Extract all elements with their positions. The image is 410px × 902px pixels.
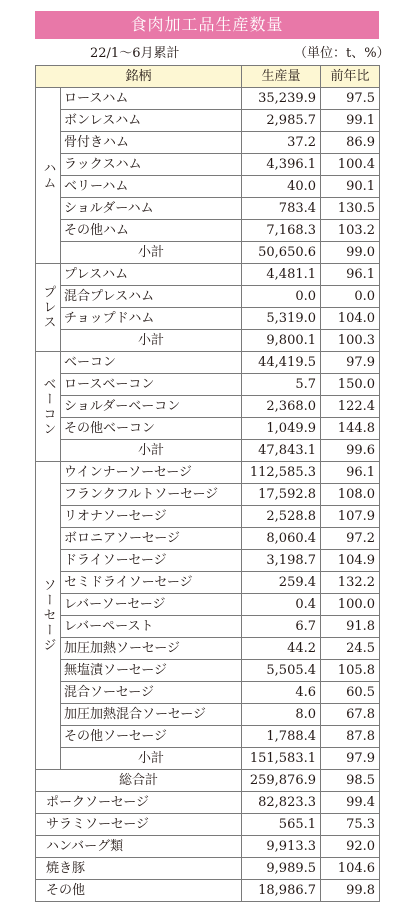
production-value: 565.1 [242, 814, 321, 836]
table-row [36, 616, 380, 638]
table-title: 食肉加工品生産数量 [35, 11, 379, 39]
product-name: ショルダーベーコン [61, 396, 242, 418]
table-row [36, 396, 380, 418]
table-row [36, 352, 380, 374]
production-value: 5,319.0 [242, 308, 321, 330]
production-value: 4,481.1 [242, 264, 321, 286]
product-name: その他ベーコン [61, 418, 242, 440]
table-row [36, 110, 380, 132]
production-value: 1,788.4 [242, 726, 321, 748]
yoy-value: 99.4 [321, 792, 380, 814]
production-value: 5.7 [242, 374, 321, 396]
yoy-value: 104.6 [321, 858, 380, 880]
table-row [36, 484, 380, 506]
product-name: フランクフルトソーセージ [61, 484, 242, 506]
table-row [36, 374, 380, 396]
unit-label: （単位：t、%） [294, 46, 390, 61]
yoy-value: 91.8 [321, 616, 380, 638]
table-row [36, 506, 380, 528]
production-value: 3,198.7 [242, 550, 321, 572]
production-value: 7,168.3 [242, 220, 321, 242]
table-row [36, 264, 380, 286]
product-name: 骨付きハム [61, 132, 242, 154]
product-name: ラックスハム [61, 154, 242, 176]
production-value: 18,986.7 [242, 880, 321, 902]
product-name: 加圧加熱混合ソーセージ [61, 704, 242, 726]
yoy-value: 105.8 [321, 660, 380, 682]
production-value: 6.7 [242, 616, 321, 638]
yoy-value: 92.0 [321, 836, 380, 858]
production-value: 1,049.9 [242, 418, 321, 440]
yoy-value: 100.4 [321, 154, 380, 176]
production-value: 17,592.8 [242, 484, 321, 506]
header-yoy: 前年比 [321, 66, 380, 88]
production-value: 82,823.3 [242, 792, 321, 814]
table-row [36, 418, 380, 440]
table-row [36, 726, 380, 748]
category-label: プレス [36, 264, 61, 352]
subtotal-production: 47,843.1 [242, 440, 321, 462]
grand-total-yoy: 98.5 [321, 770, 380, 792]
yoy-value: 99.8 [321, 880, 380, 902]
subtotal-label: 小計 [61, 330, 242, 352]
subtotal-row [36, 440, 380, 462]
production-value: 4,396.1 [242, 154, 321, 176]
yoy-value: 96.1 [321, 462, 380, 484]
product-name: リオナソーセージ [61, 506, 242, 528]
product-name: その他 [36, 880, 242, 902]
production-value: 2,368.0 [242, 396, 321, 418]
subtotal-label: 小計 [61, 748, 242, 770]
yoy-value: 0.0 [321, 286, 380, 308]
production-value: 0.4 [242, 594, 321, 616]
table-row [36, 308, 380, 330]
product-name: プレスハム [61, 264, 242, 286]
table-row [36, 858, 380, 880]
product-name: 混合プレスハム [61, 286, 242, 308]
header-row [36, 66, 380, 88]
product-name: ポークソーセージ [36, 792, 242, 814]
product-name: セミドライソーセージ [61, 572, 242, 594]
product-name: ロースハム [61, 88, 242, 110]
subtotal-row [36, 330, 380, 352]
table-row [36, 176, 380, 198]
yoy-value: 24.5 [321, 638, 380, 660]
product-name: その他ソーセージ [61, 726, 242, 748]
product-name: ウインナーソーセージ [61, 462, 242, 484]
table-row [36, 638, 380, 660]
yoy-value: 97.5 [321, 88, 380, 110]
production-value: 2,528.8 [242, 506, 321, 528]
production-value: 9,989.5 [242, 858, 321, 880]
production-value: 35,239.9 [242, 88, 321, 110]
yoy-value: 132.2 [321, 572, 380, 594]
period-label: 22/1〜6月累計 [90, 46, 180, 61]
production-value: 4.6 [242, 682, 321, 704]
table-row [36, 572, 380, 594]
table-row [36, 814, 380, 836]
product-name: 無塩漬ソーセージ [61, 660, 242, 682]
yoy-value: 86.9 [321, 132, 380, 154]
table-row [36, 220, 380, 242]
table-row [36, 550, 380, 572]
category-label: ハム [36, 88, 61, 264]
subtotal-production: 9,800.1 [242, 330, 321, 352]
product-name: ドライソーセージ [61, 550, 242, 572]
product-name: ボロニアソーセージ [61, 528, 242, 550]
subtotal-production: 50,650.6 [242, 242, 321, 264]
yoy-value: 99.1 [321, 110, 380, 132]
production-value: 40.0 [242, 176, 321, 198]
yoy-value: 100.0 [321, 594, 380, 616]
header-brand: 銘柄 [36, 66, 242, 88]
table-row [36, 682, 380, 704]
production-value: 44.2 [242, 638, 321, 660]
subtotal-yoy: 99.0 [321, 242, 380, 264]
production-value: 8.0 [242, 704, 321, 726]
product-name: チョップドハム [61, 308, 242, 330]
category-label: ソーセージ [36, 462, 61, 770]
product-name: ボンレスハム [61, 110, 242, 132]
category-label: ベーコン [36, 352, 61, 462]
table-row [36, 704, 380, 726]
header-production: 生産量 [242, 66, 321, 88]
yoy-value: 150.0 [321, 374, 380, 396]
table-row [36, 154, 380, 176]
table-body [36, 88, 380, 902]
yoy-value: 104.0 [321, 308, 380, 330]
subtotal-yoy: 100.3 [321, 330, 380, 352]
product-name: ショルダーハム [61, 198, 242, 220]
yoy-value: 108.0 [321, 484, 380, 506]
product-name: ベリーハム [61, 176, 242, 198]
subtotal-row [36, 748, 380, 770]
yoy-value: 130.5 [321, 198, 380, 220]
table-row [36, 198, 380, 220]
grand-total-label: 総合計 [36, 770, 242, 792]
grand-total-production: 259,876.9 [242, 770, 321, 792]
subtotal-label: 小計 [61, 242, 242, 264]
subtotal-row [36, 242, 380, 264]
table-row [36, 880, 380, 902]
production-value: 44,419.5 [242, 352, 321, 374]
table-row [36, 594, 380, 616]
subtotal-label: 小計 [61, 440, 242, 462]
product-name: ハンバーグ類 [36, 836, 242, 858]
yoy-value: 67.8 [321, 704, 380, 726]
product-name: レバーソーセージ [61, 594, 242, 616]
product-name: 加圧加熱ソーセージ [61, 638, 242, 660]
yoy-value: 122.4 [321, 396, 380, 418]
table-row [36, 132, 380, 154]
grand-total-row [36, 770, 380, 792]
table-row [36, 88, 380, 110]
product-name: その他ハム [61, 220, 242, 242]
yoy-value: 60.5 [321, 682, 380, 704]
yoy-value: 90.1 [321, 176, 380, 198]
yoy-value: 97.2 [321, 528, 380, 550]
table-row [36, 462, 380, 484]
yoy-value: 107.9 [321, 506, 380, 528]
table-row [36, 528, 380, 550]
production-table [35, 65, 380, 902]
table-row [36, 660, 380, 682]
table-row [36, 792, 380, 814]
subtotal-yoy: 97.9 [321, 748, 380, 770]
yoy-value: 97.9 [321, 352, 380, 374]
product-name: レバーペースト [61, 616, 242, 638]
yoy-value: 75.3 [321, 814, 380, 836]
yoy-value: 103.2 [321, 220, 380, 242]
product-name: ロースベーコン [61, 374, 242, 396]
product-name: サラミソーセージ [36, 814, 242, 836]
production-value: 0.0 [242, 286, 321, 308]
yoy-value: 87.8 [321, 726, 380, 748]
production-value: 259.4 [242, 572, 321, 594]
table-row [36, 286, 380, 308]
production-value: 37.2 [242, 132, 321, 154]
production-value: 9,913.3 [242, 836, 321, 858]
product-name: ベーコン [61, 352, 242, 374]
production-value: 2,985.7 [242, 110, 321, 132]
production-value: 8,060.4 [242, 528, 321, 550]
yoy-value: 144.8 [321, 418, 380, 440]
yoy-value: 104.9 [321, 550, 380, 572]
subtotal-production: 151,583.1 [242, 748, 321, 770]
subtotal-yoy: 99.6 [321, 440, 380, 462]
table-row [36, 836, 380, 858]
yoy-value: 96.1 [321, 264, 380, 286]
production-value: 112,585.3 [242, 462, 321, 484]
production-value: 783.4 [242, 198, 321, 220]
product-name: 焼き豚 [36, 858, 242, 880]
production-value: 5,505.4 [242, 660, 321, 682]
product-name: 混合ソーセージ [61, 682, 242, 704]
